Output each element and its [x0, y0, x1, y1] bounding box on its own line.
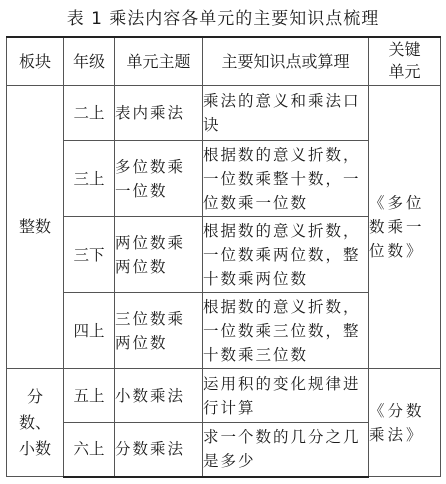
knowledge-cell: 根据数的意义折数，一位数乘三位数，整十数乘三位数 [203, 293, 369, 369]
table-caption: 表 1 乘法内容各单元的主要知识点梳理 [66, 9, 380, 29]
unit-theme-cell: 表内乘法 [115, 86, 203, 141]
knowledge-cell: 求一个数的几分之几是多少 [203, 423, 369, 477]
table-row [7, 369, 441, 423]
knowledge-cell: 运用积的变化规律进行计算 [203, 369, 369, 423]
header-key-unit: 关键单元 [369, 37, 441, 86]
grade-cell: 四上 [64, 293, 115, 369]
block-fraction-decimal: 分数、小数 [7, 369, 64, 477]
knowledge-table [6, 36, 441, 478]
grade-cell: 三上 [64, 141, 115, 217]
unit-theme-cell: 两位数乘两位数 [115, 217, 203, 293]
grade-cell: 三下 [64, 217, 115, 293]
knowledge-cell: 根据数的意义折数，一位数乘整十数，一位数乘一位数 [203, 141, 369, 217]
grade-cell: 二上 [64, 86, 115, 141]
unit-theme-cell: 分数乘法 [115, 423, 203, 477]
unit-theme-cell: 三位数乘两位数 [115, 293, 203, 369]
knowledge-cell: 根据数的意义折数，一位数乘两位数，整十数乘两位数 [203, 217, 369, 293]
unit-theme-cell: 多位数乘一位数 [115, 141, 203, 217]
header-unit-theme: 单元主题 [115, 37, 203, 86]
table-row [7, 86, 441, 141]
header-block: 板块 [7, 37, 64, 86]
header-row [7, 37, 441, 86]
key-unit-fraction: 《分数乘法》 [369, 369, 441, 477]
grade-cell: 五上 [64, 369, 115, 423]
header-knowledge: 主要知识点或算理 [203, 37, 369, 86]
key-unit-integer: 《多位数乘一位数》 [369, 86, 441, 369]
knowledge-cell: 乘法的意义和乘法口诀 [203, 86, 369, 141]
unit-theme-cell: 小数乘法 [115, 369, 203, 423]
grade-cell: 六上 [64, 423, 115, 477]
header-grade: 年级 [64, 37, 115, 86]
block-integer: 整数 [7, 86, 64, 369]
